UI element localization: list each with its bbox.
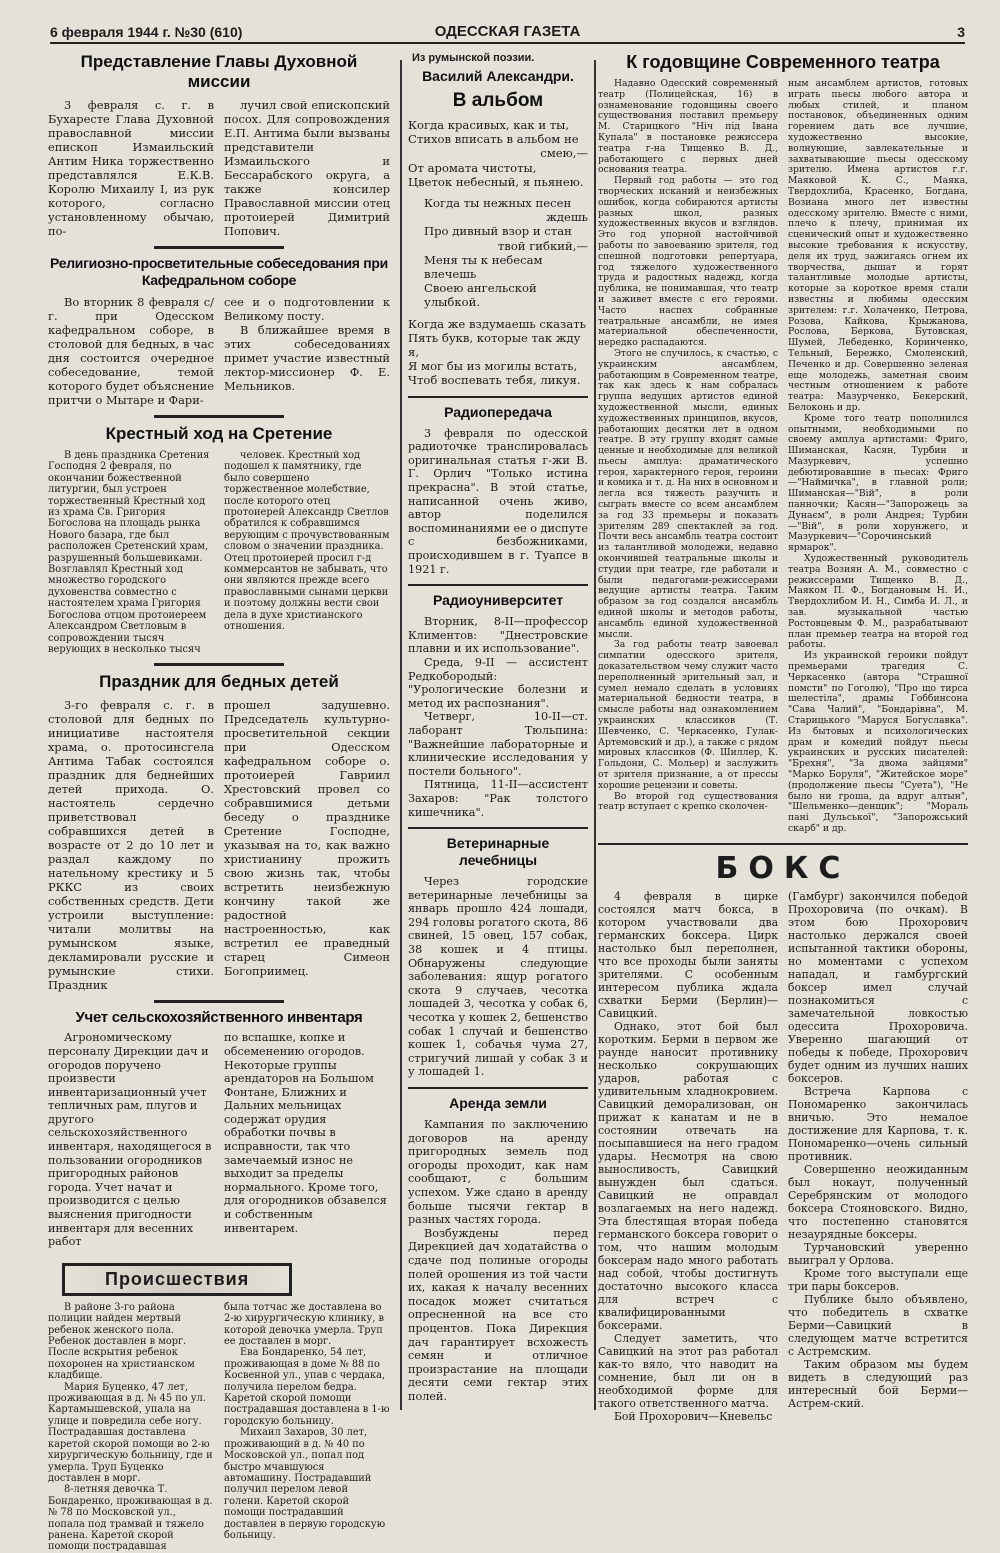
page-number: 3 — [957, 24, 965, 40]
headline: Радиопередача — [444, 403, 552, 420]
poem-title: В альбом — [452, 90, 544, 111]
middle-column — [408, 52, 588, 1432]
article-text: Кампания по заключению договоров на аренду пригородных земель под огороды проходит, как нам сообщают, с большим успехом. Уже сдано в аренду больше тысячи гектар в разных частях города. — [408, 1118, 588, 1227]
headline: Религиозно-просветительные собеседования при Кафедральном соборе — [50, 255, 388, 288]
divider — [408, 584, 588, 586]
article-text: Первый год работы — это год творческих исканий и неизбежных ошибок, когда собираются артисты разных школ, разных художественных вкусов и взглядов. Это год упорной настойчивой работы по завоеванию зрителя, год спешной подготовки репертуара, год тяжелого художественного труда и радостных надежд, когда публика, не понимавшая, что театр и заживет вместе с его героями. Часто наспех собранные театральные ансамбли, не имея материальной обеспеченности, нередко распадаются. — [598, 175, 778, 349]
divider — [154, 1000, 284, 1003]
divider — [408, 396, 588, 398]
article-text: Встреча Карпова с Пономаренко закончилась вничью. Это немалое достижение для Карпова, т. к. Пономаренко—очень сильный противник. — [788, 1084, 968, 1163]
article-text: Пятница, 11-II—ассистент Захаров: "Рак толстого кишечника". — [408, 778, 588, 819]
article-inventory — [48, 1009, 390, 1249]
divider — [408, 1087, 588, 1089]
divider — [154, 415, 284, 418]
article-text: Во второй год существования театр вступает с крепко сколочен- — [598, 790, 778, 813]
article-text: (Гамбург) закончился победой Прохоровича (по очкам). В этом бою Прохорович настолько держался своей испытанной тактики обороны, но моментами с успехом нападал, и гамбургский боксер имел случай познакомиться с замечательной ловкостью одессита Прохоровича. Уверенно шагающий от победы к победе, Прохорович будет одним из лучших наших боксеров. — [788, 889, 968, 1085]
article-text: Четверг, 10-II—ст. лаборант Тюльпина: "Важнейшие лабораторные и клинические исследования у постели больного". — [408, 710, 588, 778]
article-text: Из украинской героики пойдут премьерами трагедия С. Черкасенко (автора "Страшної помсти" по Гоголю), "Про що тирса шелестіла", драмы Гоббинсона "Сава Чалий", "Бондарівна", М. Старицького "Маруся Богуславка". Из бытовых и психологических драм и комедий пойдут пьесы украинских и русских писателей: "Брехня", "За двома зайцями" "Марко Боруля", "Житейское море" (продолжение пьесы "Суета"), "Не было ни гроша, да вдруг алтын", "Шельменко—денщик"; "Мораль пані Дульської", "Запорожський скарб" и др. — [788, 650, 968, 834]
article-text: Кроме того театр пополнился опытными, необходимыми по своему амплуа артистами: Фриго, Шиманская, Касян, Турбин и Мазуркевич, успешно дебютировавшие в пьесах: Фриго—"Наймичка", в главной роли; Шиманская—"Вій", в роли панночки; Касян—"Запорожець за Дунаєм", в роли Андрея; Турбин—"Вій", в роли хорунжего, и Мазуркевич—"Сорочинський ярмарок". — [788, 412, 968, 554]
divider — [598, 843, 968, 845]
article-procession — [48, 424, 390, 655]
article-land — [408, 1095, 588, 1403]
article-text: 3-го февраля с. г. в столовой для бедных по инициативе настоятеля храма, о. протосинсгела Антима Табак состоялся праздник для беднейших детей прихода. О. настоятель сердечно приветствовал собравшихся детей в возрасте от 2 до 10 лет и раздал каждому по нательному крестику и 5 РККС из своих собственных средств. Дети устроили выступление: читали молитвы на румынском языке, декламировали русские и румынские стихи. Праздник — [48, 698, 214, 993]
article-text: Вторник, 8-II—профессор Климентов: "Днестровские плавни и их использование". — [408, 615, 588, 656]
article-boxing — [598, 851, 968, 1423]
column-divider — [594, 60, 596, 1410]
article-text: За год работы театр завоевал симпатии одесского зрителя, доказательством чему служит часто переполненный зрительный зал, и сумел немало сделать в условиях материальной бедности театра, в смысле работы над ознакомлением украинских классиков (Т. Шевченко, С. Черкасенко, Гулак-Артемовский и др.), а также с рядом мировых классиков (Ф. Шиллер, К. Гольдони, С. Мольер) и заслужить от зрителя признание, а от прессы хорошие рецензии и советы. — [598, 639, 778, 791]
divider — [408, 827, 588, 829]
section-heading: БОКС — [715, 850, 851, 886]
article-text: Этого не случилось, к счастью, с украинским ансамблем, работающим в Современном театре, так как здесь к нам собралась группа ведущих артистов единой художественной мысли, единых художественных принципов, вкусов, работающих десятки лет в одном театре. В эту группу входят самые ценные и необходимые для великой пьесы амплуа: драматического героя, характерного героя, героини и комика и т. д. На них в основном и легла вся тяжесть разучить и сыграть вместе со всем ансамблем за год 33 премьеры и показать зрителям 289 спектаклей за год. Почти весь ансамбль театра состоит из талантливой молодежи, недавно окончившей театральные школы и студии при театре, где работали и были педагогами-режиссерами ведущие артисты театра. Таким образом за год создался ансамбль единой школы и методов работы, ансамбль единой художественной мысли. — [598, 347, 778, 640]
article-radio-university — [408, 592, 588, 819]
article-text: человек. Крестный ход подошел к памятнику, где было совершено торжественное молебствие, после которого отец протоиерей Александр Светлов обратился к собравшимся верующим с прочувствованным словом о значении праздника. Отец протоиерей просил г-д коммерсантов не забывать, что они являются прежде всего православными сынами церкви и поэтому должны вести свои дела в духе христианского отношения. — [224, 450, 390, 633]
headline: К годовщине Современного театра — [626, 52, 940, 72]
article-text: Художественный руководитель театра Возиян А. М., совместно с режиссерами Тищенко В. Д., Маяком П. Ф., Богдановым Н. И., Твердохлибом И. Н., Симба И. Л., и зав. музыкальной частью Ростовцевым Ф. М., разрабатывают план премьер театра на второй год работы. — [788, 553, 968, 651]
right-column — [598, 52, 968, 1432]
article-text: Турчановский уверенно выиграл у Орлова. — [788, 1240, 968, 1267]
article-radio — [408, 404, 588, 577]
article-mission — [48, 52, 390, 238]
section-heading: Происшествия — [62, 1263, 292, 1296]
headline: Праздник для бедных детей — [99, 672, 339, 692]
article-text: Надавно Одесский современный театр (Полицейская, 16) в ознаменование годовщины своего существования поставил премьеру М. Старицкого "Ніч під Івана Купала" в постановке режиссера театра г-на Тищенко В. Д., работающего с первых дней основания театра. — [598, 78, 778, 176]
article-text: Через городские ветеринарные лечебницы за январь прошло 424 лошади, 294 головы рогатого скота, 86 свиней, 15 овец, 157 собак, 38 кошек и 4 птицы. Обнаружены следующие заболевания: ящур рогатого скота 9 случаев, чесотка лошадей 3, чесотка у собак 6, чесотка у кошек 2, бешенство собак 1 случай и бешенство кошек 1, собачья чума 27, стригучий лишай у собак 3 и у лошадей 1. — [408, 875, 588, 1079]
article-text: прошел задушевно. Председатель культурно-просветительной секции при Одесском кафедральном соборе о. протоиерей Гавриил Хрестовский провел со собравшимися детьми беседу о празднике Сретение Господне, указывая на то, как важно христианину прожить свою жизнь так, чтобы встретить неизбежную кончину такой же радостной настроенностью, как встретил ее праведный старец Симеон Богоприимец. — [224, 698, 390, 979]
article-text: 8-летняя девочка Т. Бондаренко, проживающая в д. № 78 по Московской ул., попала под трамвай и тяжело ранена. Каретой скорой помощи пострадавшая — [48, 1484, 213, 1553]
poem-text: Когда красивых, как и ты, Стихов вписать в альбом не смею,— От аромата чистоты, Цветок небесный, я пьянею. Когда ты нежных песен ждешь Про дивный взор и стан твой гибкий,— Меня ты к небесам влечешь Своею ангельской улыбкой. Когда же вздумаешь сказать Пять букв, которые так жду я, Я мог бы из могилы встать, Чтоб воспевать тебя, ликуя. — [408, 118, 588, 388]
article-text: Таким образом мы будем видеть в следующий раз интересный бой Берми—Астрем-ский. — [788, 1357, 968, 1410]
article-text: 3 февраля с. г. в Бухаресте Глава Духовной православной миссии епископ Измаильский Антим Ника торжественно представлялся Е.К.В. Королю Михаилу I, из рук которого, согласно установленному обычаю, по- — [48, 98, 214, 238]
article-text: Возбуждены перед Дирекцией дач ходатайства о сдаче под полиные огороды полей орошения из той части их, какая к началу весенних посадок может считаться опресненной на все сто процентов. Пока Дирекция дач гарантирует всхожесть семян и отличное произрастание на площади десяти семи гектар этих полей. — [408, 1226, 588, 1403]
article-children — [48, 672, 390, 992]
article-text: ным ансамблем артистов, готовых играть пьесы любого автора и любых стилей, и планом постановок, объединенных одним горением дать все лучшие, художественно высокие, волнующие, завлекательные и захватывающие пьесы одесскому зрителю. Имена артистов г.г. Маяковой К. С., Маяка, Твердохлиба, Красенко, Богдана, Возиана много лет известны одесскому зрителю. Вместе с ними, плечо к плечу, принимая их сценический опыт и художественно высокие требования к искусству, деля их труд, зажигаясь огнем их творчества, дышат и горят талантливые молодые артисты, которые за короткое время стали известны и любимы одесским зрителем: г.г. Холаченко, Петрова, Розова, Кайкова, Крыжанова, Рослова, Беркова, Бутовская, Шумей, Лебеденко, Коринченко, Тельный, Бережко, Смоленский, Печенко и др. Совершенно зеленая еще молодежь, заметная своим честным отношением к работе театра: Мазурченко, Бекерский, Белоконь и др. — [788, 78, 968, 413]
article-text: Агрономическому персоналу Дирекции дач и огородов поручено произвести инвентаризационный учет тепличных рам, плугов и другого сельскохозяйственного инвентаря, находящегося в пользовании огородников пригородных районов города. Учет начат и производится с целью выяснения пригодности инвентаря для весенних работ — [48, 1031, 212, 1249]
article-text: лучил свой епископский посох. Для сопровождения Е.П. Антима были вызваны представители Измаильского и Бессарабского округа, а также консилер Православной миссии отец протоиерей Димитрий Попович. — [224, 98, 390, 238]
article-text: была тотчас же доставлена во 2-ю хирургическую клинику, в которой девочка умерла. Труп ее доставлен в морг. — [224, 1301, 385, 1348]
article-text: Мария Буценко, 47 лет, проживающая в д. № 45 по ул. Картамышевской, упала на улице и повредила себе ногу. Пострадавшая доставлена каретой скорой помощи во 2-ю хирургическую больницу, где и умерла. Труп Буценко доставлен в морг. — [48, 1381, 213, 1484]
headline: Ветеринарные лечебницы — [446, 835, 550, 869]
headline: Представление Главы Духовной миссии — [80, 52, 358, 91]
masthead — [50, 22, 965, 44]
article-vet — [408, 835, 588, 1079]
article-text: Ева Бондаренко, 54 лет, проживающая в доме № 88 по Косвенной ул., упав с чердака, получила перелом бедра. Каретой скорой помощи пострадавшая доставлена в 1-ю городскую больницу. — [224, 1347, 390, 1427]
headline: Аренда земли — [449, 1095, 547, 1111]
headline: Учет сельскохозяйственного инвентаря — [75, 1009, 363, 1027]
kicker: Из румынской поэзии. — [412, 52, 535, 64]
article-text: В день праздника Сретения Господня 2 февраля, по окончании божественной литургии, был устроен торжественный Крестный ход из храма Св. Григория Богослова на площадь рынка Нового базара, где был расположен Сретенский храм, разрушенный большевиками. Возглавлял Крестный ход множество городского духовенства совместно с настоятелем храма Григория Богослова отцом протоиереем Александром Светловым в сопровождении тысяч верующих в несколько тысяч — [48, 450, 210, 655]
article-text: сее и о подготовлении к Великому посту. — [224, 295, 390, 323]
article-text: Кроме того выступали еще три пары боксеров. — [788, 1266, 968, 1293]
issue-date: 6 февраля 1944 г. №30 (610) — [50, 24, 243, 40]
article-text: Совершенно неожиданным был нокаут, полученный Серебрянским от молодого боксера Стояновского. Видно, что постепенно становятся незаурядные боксеры. — [788, 1162, 968, 1241]
newspaper-title: ОДЕССКАЯ ГАЗЕТА — [434, 23, 581, 40]
divider — [154, 246, 284, 249]
divider — [154, 663, 284, 666]
article-text: В районе 3-го района полиции найден мертвый ребенок женского пола. Ребенок доставлен в морг. После вскрытия ребенок похоронен на христианском кладбище. — [48, 1301, 195, 1382]
article-text: Среда, 9-II — ассистент Редкобородый: "Урологические болезни и метод их распознания". — [408, 655, 588, 710]
article-text: Михаил Захаров, 30 лет, проживающий в д. № 40 по Московской ул., попал под быстро мчавшуюся автомашину. Пострадавший получил перелом левой голени. Каретой скорой помощи пострадавший доставлен в первую городскую больницу. — [224, 1427, 386, 1541]
poem-author: Василий Александри. — [422, 68, 574, 84]
headline: Радиоуниверситет — [432, 592, 564, 609]
article-talks — [48, 255, 390, 407]
article-text: Публике было объявлено, что победитель в схватке Берми—Савицкий в следующем матче встретится с Астремским. — [788, 1292, 968, 1358]
article-theatre — [598, 52, 968, 835]
article-text: Бой Прохорович—Кневельс — [614, 1409, 773, 1423]
article-text: 4 февраля в цирке состоялся матч бокса, в котором участвовали два германских боксера. Цирк настолько был переполнен, что все проходы были заняты зрителями. С особенным интересом публика ждала схватки Берми (Берлин)—Савицкий. — [598, 889, 778, 1020]
article-poem — [408, 52, 588, 388]
article-text: В ближайшее время в этих собеседованиях примет участие известный лектор-миссионер Ф. Е. Мельников. — [224, 323, 390, 393]
article-text: Следует заметить, что Савицкий на этот раз работал как-то вяло, что наводит на сомнение, был ли он в необходимой форме для такого ответственного матча. — [598, 1331, 778, 1410]
article-text: по вспашке, копке и обсеменению огородов. Некоторые группы арендаторов на Большом Фонтане, Ближних и Дальних мельницах содержат орудия обработки почвы в исправности, так что замечаемый износ не выходит за пределы нормального. Кроме того, для огородников обзавелся и собственным инвентарем. — [224, 1031, 387, 1235]
headline: Крестный ход на Сретение — [105, 424, 333, 443]
article-incidents — [48, 1257, 390, 1553]
left-column — [48, 52, 390, 1553]
column-divider — [400, 60, 402, 1410]
article-text: 3 февраля по одесской радиоточке транслировалась оригинальная статья г-жи В. Г. Орлич "Только истина прекрасна". В этой статье, написанной очень живо, автор поделился воспоминаниями ее о диспуте с безбожниками, происходившем в г. Туапсе в 1921 г. — [408, 426, 589, 576]
article-text: Однако, этот бой был коротким. Берми в первом же раунде наносит противнику несколько сокрушающих ударов, работая с удивительным хладнокровием. Савицкий деморализован, он прижат к канатам и не в состоянии отвечать на посыпавшиеся на него градом удары. Несмотря на свою выносливость, Савицкий вынужден был сдаться. Савицкий не оправдал возлагаемых на него надежд. Эта блестящая вторая победа германского боксера говорит о том, что нашим молодым боксерам надо много работать над собой, чтобы достигнуть достаточно высокого класса для встреч с квалифицированными боксерами. — [598, 1019, 778, 1332]
article-text: Во вторник 8 февраля с/г. при Одесском кафедральном соборе, в столовой для бедных, в час дня состоится очередное собеседование, темой которого будет объяснение притчи о Мытаре и Фари- — [48, 295, 214, 407]
